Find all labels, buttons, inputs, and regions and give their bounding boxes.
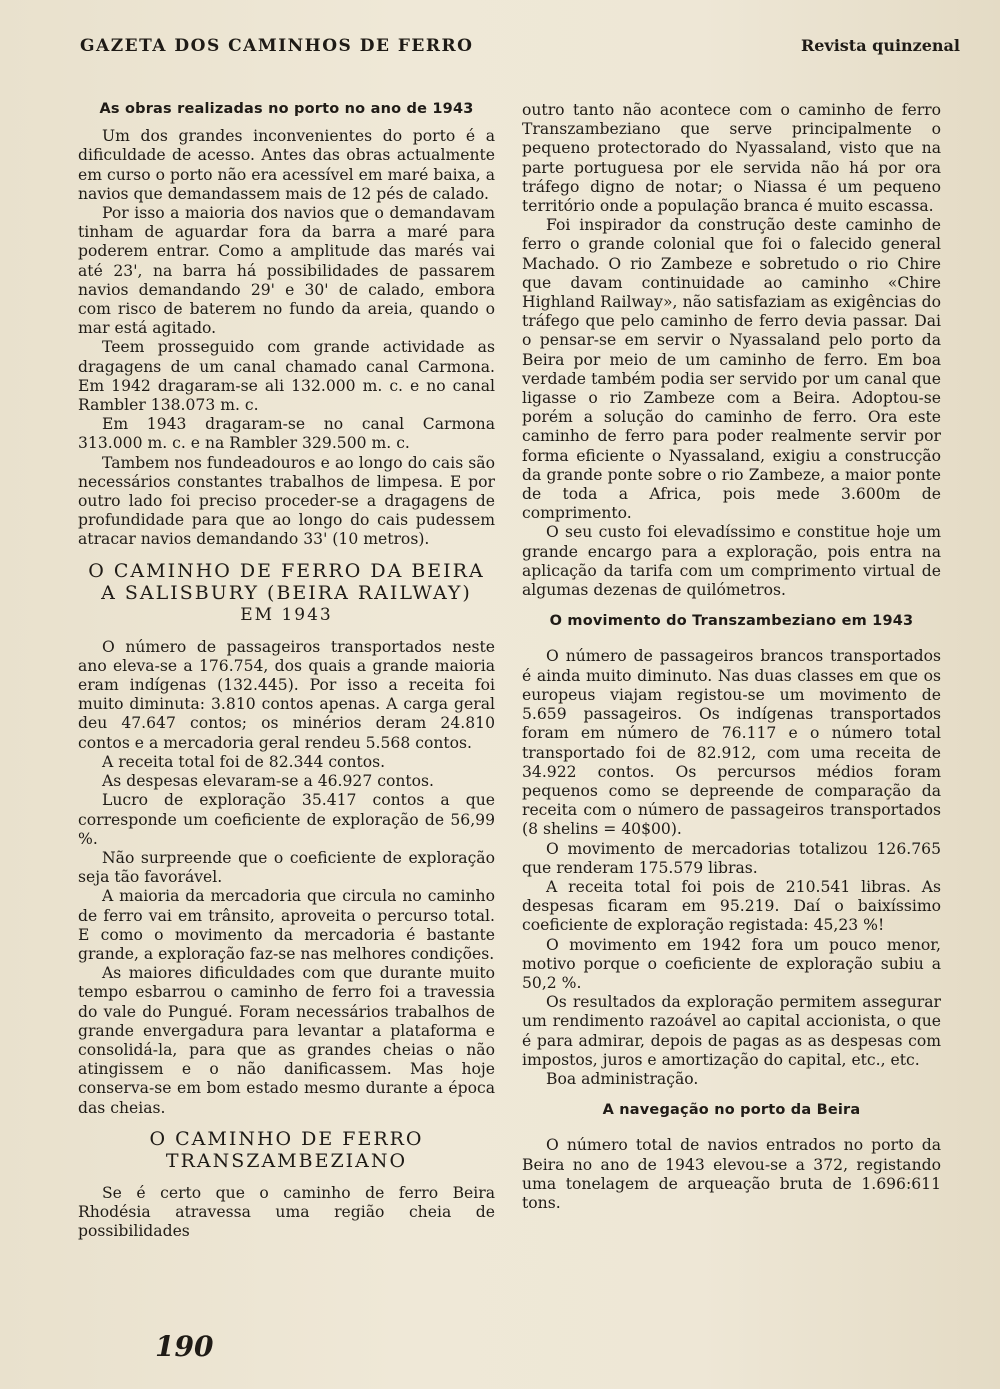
paragraph: O movimento de mercadorias totalizou 126.765 que renderam 175.579 libras. — [522, 839, 941, 877]
heading-line: TRANSZAMBEZIANO — [165, 1149, 408, 1172]
paragraph: Teem prosseguido com grande actividade as dragagens de um canal chamado canal Carmona. Em 1942 dragaram-se ali 132.000 m. c. e no canal Rambler 138.073 m. c. — [78, 338, 495, 415]
right-column — [522, 101, 941, 1213]
paragraph: As maiores dificuldades com que durante muito tempo esbarrou o caminho de ferro foi a travessia do vale do Pungué. Foram necessários trabalhos de grande envergadura para levantar a plataforma e consolidá-la, para que as grandes cheias o não atingissem e o não danificassem. Mas hoje conserva-se em bom estado mesmo durante a época das cheias. — [78, 964, 495, 1117]
paragraph: outro tanto não acontece com o caminho de ferro Transzambeziano que serve principalmente o pequeno protectorado do Nyassaland, visto que na parte portuguesa por ele servida não há por ora tráfego digno de notar; o Niassa é um pequeno território onde a população branca é muito escassa. — [522, 101, 941, 216]
page-number: 190 — [155, 1330, 214, 1363]
heading-line: A SALISBURY (BEIRA RAILWAY) — [101, 581, 472, 604]
section-heading-navigation: A navegação no porto da Beira — [602, 1102, 861, 1119]
paragraph: Boa administração. — [546, 1069, 699, 1088]
section-heading-transzambeziano — [78, 1128, 495, 1172]
journal-title: GAZETA DOS CAMINHOS DE FERRO — [80, 36, 474, 56]
paragraph: O movimento em 1942 fora um pouco menor, motivo porque o coeficiente de exploração subiu a 50,2 %. — [522, 935, 941, 992]
paragraph: Um dos grandes inconvenientes do porto é a dificuldade de acesso. Antes das obras actualmente em curso o porto não era acessível em maré baixa, a navios que demandassem mais de 12 pés de calado. — [78, 127, 495, 203]
paragraph: Por isso a maioria dos navios que o demandavam tinham de aguardar fora da barra a maré para poderem entrar. Como a amplitude das marés vai até 23', na barra há possibilidades de passarem navios demandando 29' e 30' de calado, embora com risco de baterem no fundo da areia, quando o mar está agitado. — [78, 204, 495, 338]
heading-line: O CAMINHO DE FERRO DA BEIRA — [88, 559, 485, 582]
paragraph: Se é certo que o caminho de ferro Beira Rhodésia atravessa uma região cheia de possibilidades — [78, 1183, 495, 1241]
section-heading-port-works: As obras realizadas no porto no ano de 1943 — [99, 101, 474, 117]
journal-subtitle: Revista quinzenal — [800, 36, 960, 55]
left-column — [78, 100, 495, 1241]
paragraph: Em 1943 dragaram-se no canal Carmona 313.000 m. c. e na Rambler 329.500 m. c. — [78, 415, 495, 453]
paragraph: O número total de navios entrados no porto da Beira no ano de 1943 elevou-se a 372, registando uma tonelagem de arqueação bruta de 1.696:611 tons. — [522, 1136, 941, 1212]
paragraph: O número de passageiros brancos transportados é ainda muito diminuto. Nas duas classes em que os europeus viajam registou-se um movimento de 5.659 passageiros. Os indígenas transportados foram em número de 76.117 e o número total transportado foi de 82.912, com uma receita de 34.922 contos. Os percursos médios foram pequenos como se depreende de comparação da receita com o número de passageiros transportados (8 shelins = 40$00). — [522, 647, 941, 839]
paragraph: O número de passageiros transportados neste ano eleva-se a 176.754, dos quais a grande maioria eram indígenas (132.445). Por isso a receita foi muito diminuta: 3.810 contos apenas. A carga geral deu 47.647 contos; os minérios deram 24.810 contos e a mercadoria geral rendeu 5.568 contos. — [78, 637, 495, 752]
paragraph: A receita total foi pois de 210.541 libras. As despesas ficaram em 95.219. Daí o baixíssimo coeficiente de exploração registada: 45,23 %! — [522, 877, 941, 935]
paragraph: Tambem nos fundeadouros e ao longo do cais são necessários constantes trabalhos de limpesa. E por outro lado foi preciso proceder-se a dragagens de profundidade para que ao longo do cais pudessem atracar navios demandando 33' (10 metros). — [78, 453, 495, 549]
paragraph: O seu custo foi elevadíssimo e constitue hoje um grande encargo para a exploração, pois entra na aplicação da tarifa com um comprimento virtual de algumas dezenas de quilómetros. — [522, 523, 941, 600]
heading-line: EM 1943 — [240, 604, 333, 625]
paragraph: Foi inspirador da construção deste caminho de ferro o grande colonial que foi o falecido general Machado. O rio Zambeze e sobretudo o rio Chire que davam continuidade ao caminho «Chire Highland Railway», não satisfaziam as exigências do tráfego que pelo caminho de ferro devia passar. Dai o pensar-se em servir o Nyassaland pelo porto da Beira por meio de um caminho de ferro. Em boa verdade também podia ser servido por um canal que ligasse o rio Zambeze com a Beira. Adoptou-se porém a solução do caminho de ferro. Ora este caminho de ferro para poder realmente servir por forma eficiente o Nyassaland, exigiu a construcção da grande ponte sobre o rio Zambeze, a maior ponte de toda a Africa, pois mede 3.600m de comprimento. — [522, 216, 941, 523]
section-heading-transzambeziano-1943: O movimento do Transzambeziano em 1943 — [549, 613, 914, 630]
paragraph: Não surpreende que o coeficiente de exploração seja tão favorável. — [78, 848, 495, 887]
paragraph: Lucro de exploração 35.417 contos a que corresponde um coeficiente de exploração de 56,99 %. — [78, 791, 495, 848]
paragraph: Os resultados da exploração permitem assegurar um rendimento razoável ao capital accionista, o que é para admirar, depois de pagas as as despesas com impostos, juros e amortização do capital, etc., etc. — [522, 993, 941, 1069]
paragraph: A receita total foi de 82.344 contos. — [102, 752, 386, 771]
heading-line: O CAMINHO DE FERRO — [149, 1127, 424, 1150]
paragraph: As despesas elevaram-se a 46.927 contos. — [102, 772, 434, 791]
paragraph: A maioria da mercadoria que circula no caminho de ferro vai em trânsito, aproveita o percurso total. E como o movimento da mercadoria é bastante grande, a exploração faz-se nas melhores condições. — [78, 887, 495, 963]
section-heading-beira-railway — [78, 560, 495, 626]
